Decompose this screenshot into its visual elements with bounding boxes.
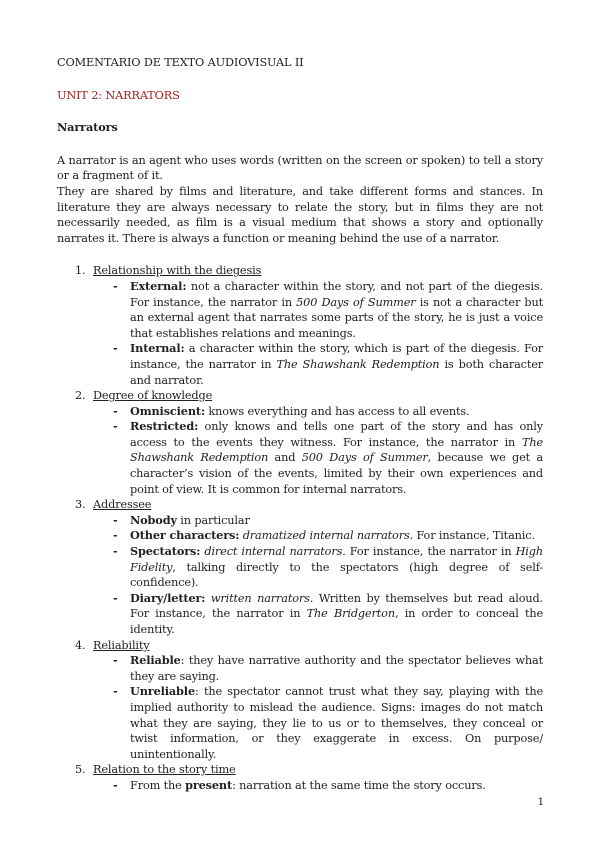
term: Restricted: [130,419,199,434]
text: . For instance, Titanic. [409,529,535,543]
topic-list [57,263,543,793]
topic-number: 4. [75,638,86,652]
topic-number: 3. [75,498,86,512]
text: : the spectator cannot trust what they say, playing with the implied authority to mislead the audience. Signs: images do not match what they are saying, they lie to us or to themselves, they conceal or twist information, or they exaggerate in excess. On purpose/ unintentionally. [130,685,543,761]
subtopic-item [93,513,543,529]
dash-bullet: - [113,403,118,418]
dash-bullet: - [113,341,118,356]
dash-bullet: - [113,528,118,543]
subtopic-item [93,653,543,684]
dash-bullet: - [113,653,118,668]
dash-bullet: - [113,512,118,527]
subtopic-list [93,653,543,762]
subtopic-list [93,279,543,388]
intro-paragraph: They are shared by films and literature, and take different forms and stances. In literature they are always necessary to relate the story, but in films they are not necessarily needed, as film is a visual medium that shows a story and optionally narrates it. There is always a function or meaning behind the use of a narrator. [57,184,543,245]
film-title: High Fidelity [130,545,543,574]
topic-number: 5. [75,763,86,777]
topic-item [57,497,543,637]
dash-bullet: - [113,590,118,605]
film-title: 500 Days of Summer [301,451,428,465]
emphasis: written narrators. [210,591,314,605]
intro [57,153,543,247]
term: Spectators: [130,544,201,559]
film-title: The Shawshank Redemption [130,435,543,465]
subtopic-item [93,591,543,638]
dash-bullet: - [113,684,118,699]
text: , in order to conceal the identity. [130,607,544,636]
topic-heading: Relation to the story time [93,763,236,777]
subtopic-item [93,528,543,544]
section-title: Narrators [57,120,118,135]
text: is not a character but an external agent that narrates some parts of the story, he is just a voice that establishes relations and meanings. [130,295,543,340]
term: Omniscient: [130,403,205,418]
dash-bullet: - [113,278,118,293]
film-title: 500 Days of Summer [296,295,416,309]
term: Diary/letter: [130,590,206,605]
topic-heading: Relationship with the diegesis [93,264,262,278]
dash-bullet: - [113,777,118,792]
film-title: The Shawshank Redemption [276,357,440,371]
subtopic-item [93,279,543,341]
subtopic-list [93,778,543,794]
subtopic-item [93,404,543,420]
text: is both character and narrator. [130,357,544,387]
topic-item [57,638,543,763]
topic-item [57,388,543,497]
topic-heading: Degree of knowledge [93,389,213,403]
emphasis: direct internal narrators. [204,545,346,559]
subtopic-item [93,778,543,794]
subtopic-item [93,419,543,497]
subtopic-item [93,544,543,591]
subtopic-list [93,513,543,638]
emphasis: dramatized internal narrators [242,529,410,543]
text: From the [130,778,186,792]
text: , because we get a character’s vision of the events, limited by their own experiences and point of view. It is common for internal narrators. [130,451,543,496]
dash-bullet: - [113,544,118,559]
term: Unreliable [130,684,195,699]
document-page [57,55,543,794]
term: Nobody [130,512,177,527]
text: only knows and tells one part of the story and has only access to the events they witness. For instance, the narrator in [130,420,543,449]
text: not a character within the story, and not part of the diegesis. For instance, the narrator in [130,279,543,309]
subtopic-item [93,341,543,388]
term: present [185,777,233,792]
text: : narration at the same time the story occurs. [232,778,486,792]
dash-bullet: - [113,419,118,434]
course-title: COMENTARIO DE TEXTO AUDIOVISUAL II [57,56,304,69]
term: Other characters: [130,528,240,543]
unit-title: UNIT 2: NARRATORS [57,88,180,102]
topic-heading: Addressee [93,498,152,512]
topic-item [57,263,543,388]
subtopic-item [93,684,543,762]
subtopic-list [93,404,543,498]
film-title: The Bridgerton [306,607,395,621]
topic-heading: Reliability [93,638,150,652]
text: : they have narrative authority and the spectator believes what they are saying. [130,654,543,683]
text: in particular [176,513,250,527]
text: Written by themselves but read aloud. For instance, the narrator in [130,591,543,621]
page-number: 1 [537,796,544,808]
text: , talking directly to the spectators (high degree of self-confidence). [130,560,543,590]
text: and [268,451,302,465]
topic-number: 1. [75,264,86,278]
text: For instance, the narrator in [345,545,516,559]
topic-item [57,762,543,793]
text: knows everything and has access to all events. [204,404,470,418]
text: a character within the story, which is part of the diegesis. For instance, the narrator in [130,342,543,371]
term: Internal: [130,341,185,356]
term: External: [130,278,187,293]
term: Reliable [130,653,181,668]
topic-number: 2. [75,389,86,403]
intro-paragraph: A narrator is an agent who uses words (written on the screen or spoken) to tell a story or a fragment of it. [57,153,543,183]
